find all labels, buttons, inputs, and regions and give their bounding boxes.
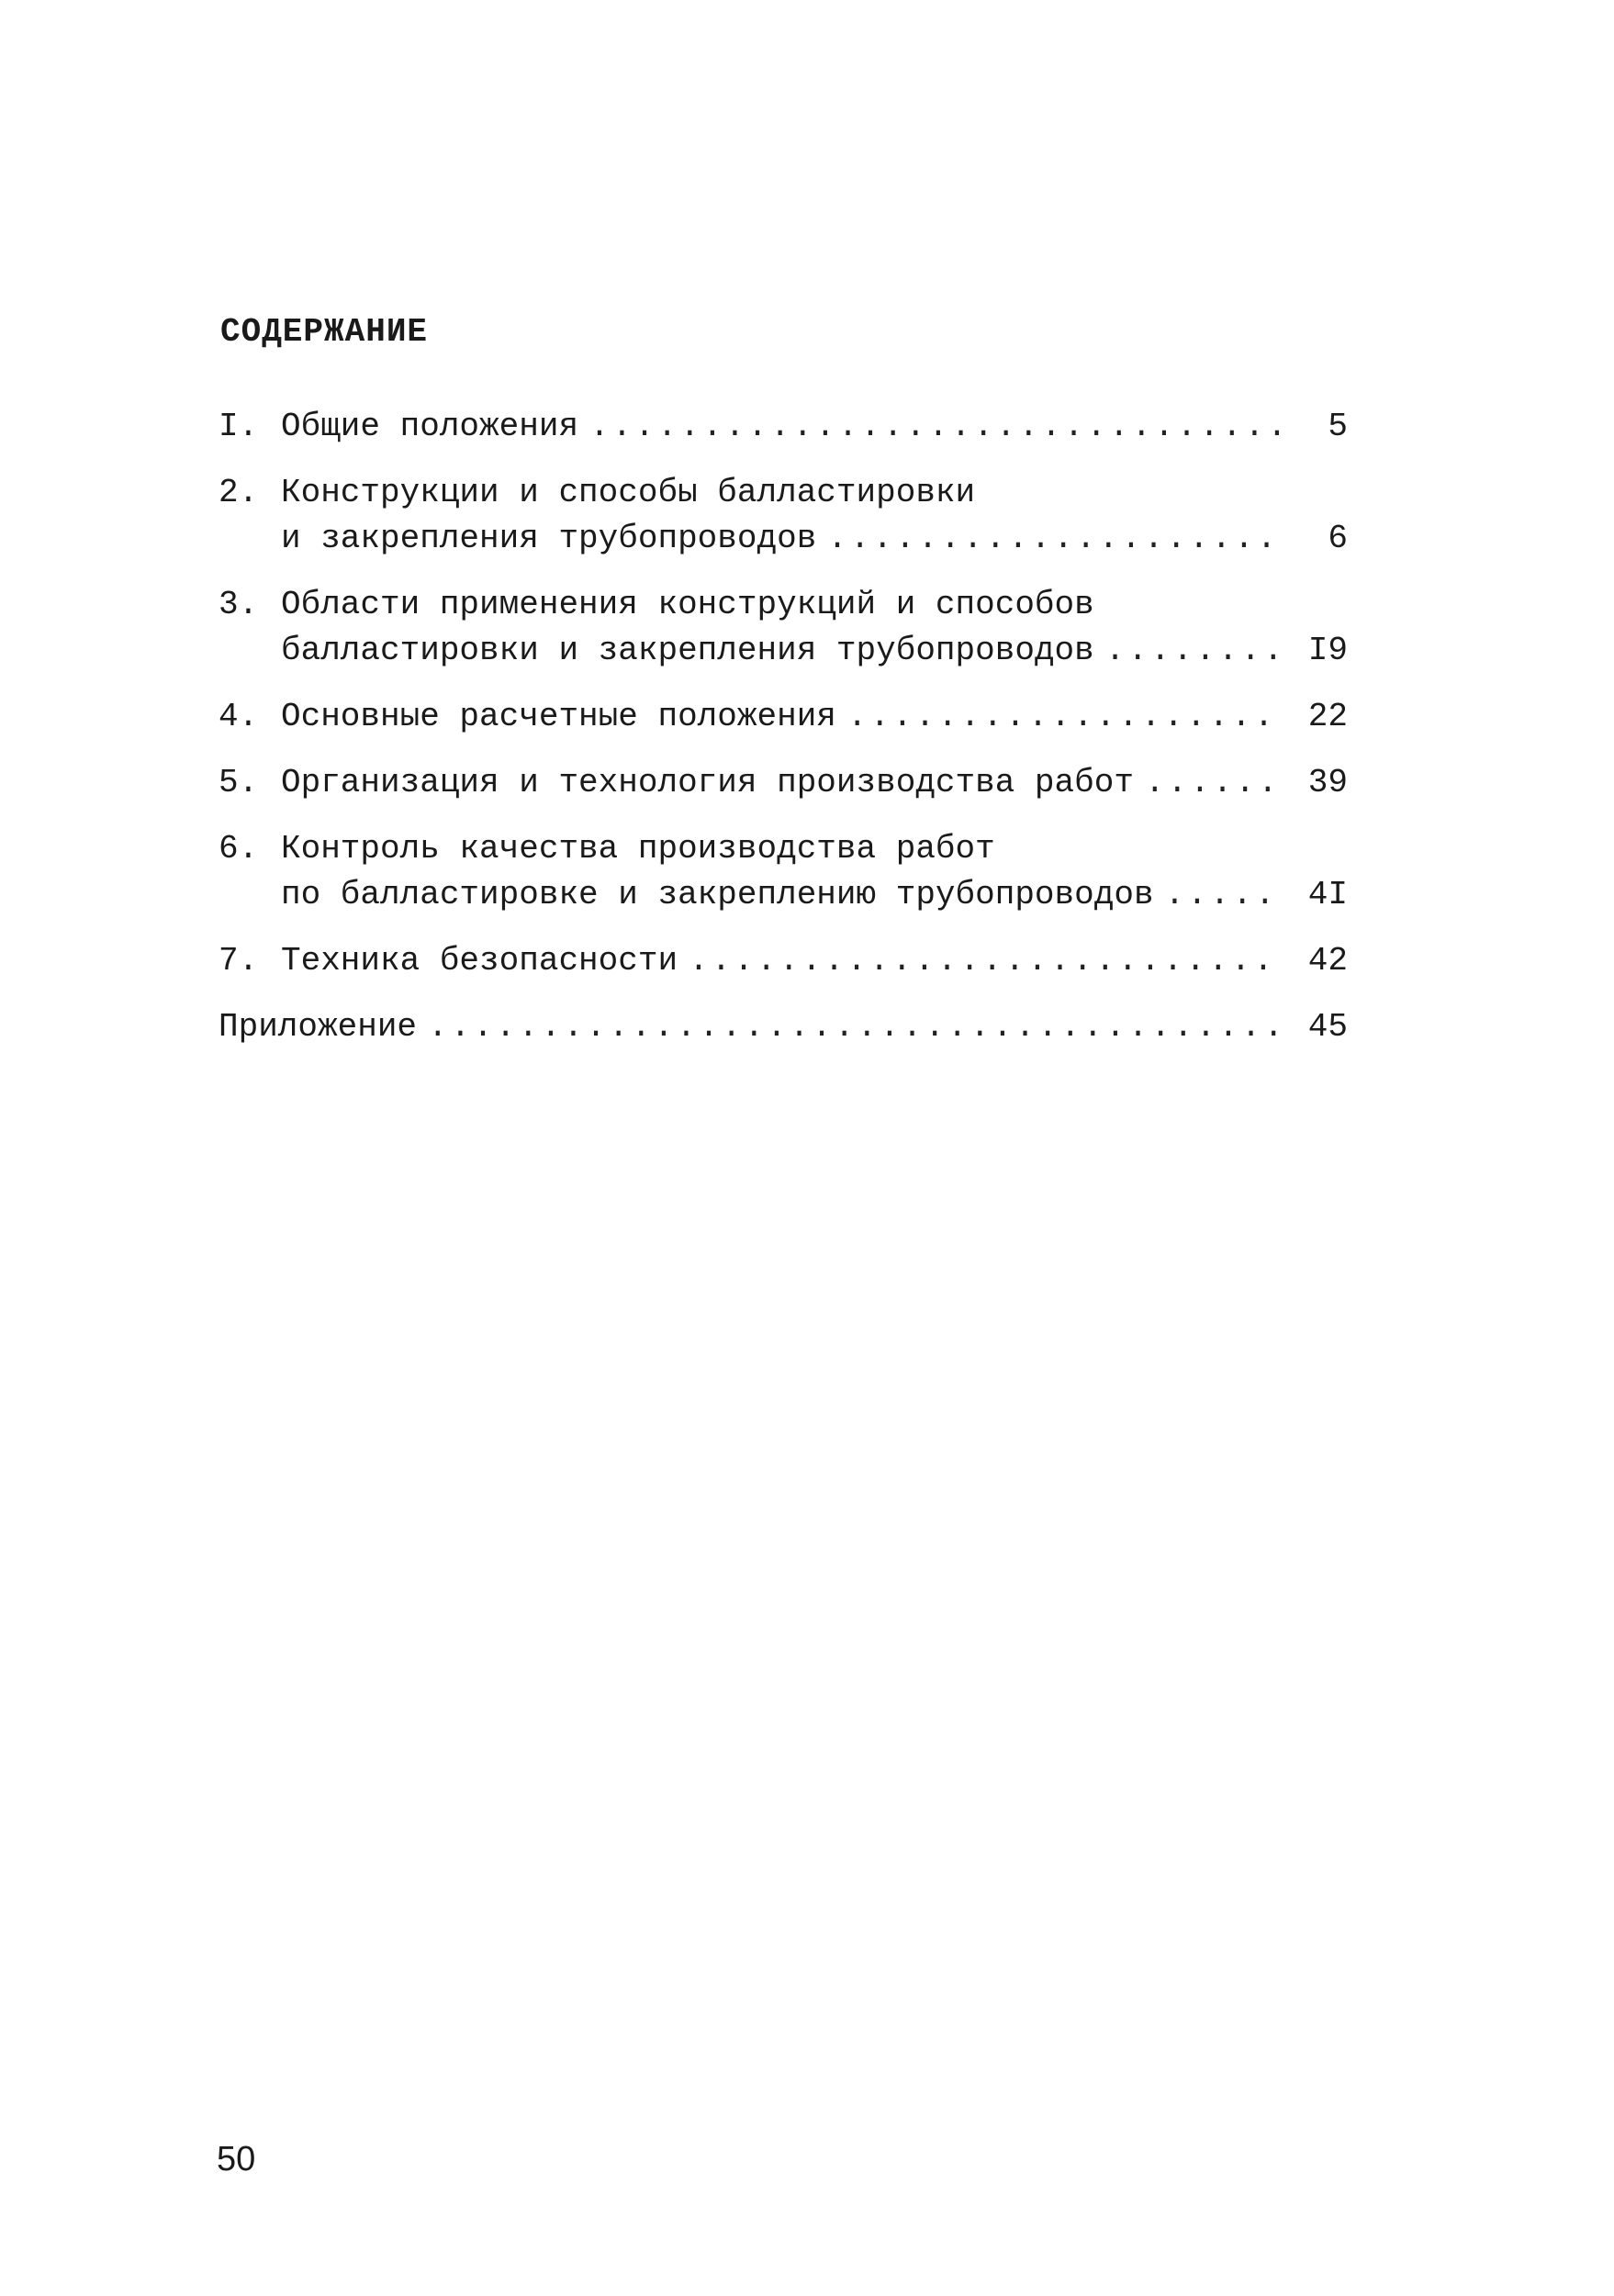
toc-entry-number: 3. (219, 586, 259, 623)
toc-entry-title: Основные расчетные положения (281, 698, 836, 735)
toc-entry-page: 42 (1307, 942, 1348, 980)
toc-heading: СОДЕРЖАНИЕ (220, 313, 429, 351)
toc-line (219, 470, 1348, 516)
toc-entry-page: I9 (1307, 632, 1348, 669)
toc-entry-3 (219, 582, 1348, 674)
toc-entry-7 (219, 938, 1348, 984)
toc-line (219, 404, 1348, 450)
toc-entry-title: Конструкции и способы балластировки (281, 474, 976, 511)
toc-entry-title: Организация и технология производства работ (281, 764, 1134, 801)
toc-line (219, 826, 1348, 872)
toc-entry-number: I. (219, 408, 259, 445)
dot-leader (1165, 872, 1280, 918)
toc-entry-title: Техника безопасности (281, 942, 678, 980)
toc-line (219, 582, 1348, 628)
toc-entry-number: 4. (219, 698, 259, 735)
page-number: 50 (217, 2140, 256, 2178)
toc-line (219, 516, 1348, 562)
dot-leader (1145, 760, 1280, 806)
toc-entry-title-continued: и закрепления трубопроводов (281, 520, 817, 557)
toc-entry-page: 22 (1307, 698, 1348, 735)
toc-line (219, 760, 1348, 806)
dot-leader (428, 1004, 1280, 1050)
toc-entry-title-continued: балластировки и закрепления трубопроводов (281, 632, 1094, 669)
toc-entry-page: 5 (1328, 408, 1348, 445)
toc-line (219, 628, 1348, 674)
toc-entry-title: Общие положения (281, 408, 579, 445)
toc-line (219, 1004, 1348, 1050)
dot-leader (589, 404, 1280, 450)
table-of-contents (219, 404, 1348, 1070)
toc-entry-title: Приложение (219, 1008, 418, 1046)
toc-line (219, 694, 1348, 740)
toc-entry-4 (219, 694, 1348, 740)
dot-leader (1105, 628, 1280, 674)
toc-entry-number: 5. (219, 764, 259, 801)
toc-entry-title: Области применения конструкций и способов (281, 586, 1094, 623)
toc-entry-page: 45 (1307, 1008, 1348, 1046)
toc-line (219, 938, 1348, 984)
toc-entry-1 (219, 404, 1348, 450)
toc-entry-6 (219, 826, 1348, 918)
toc-entry-number: 7. (219, 942, 259, 980)
dot-leader (827, 516, 1280, 562)
toc-entry-title-continued: по балластировке и закреплению трубопроводов (281, 876, 1154, 913)
toc-entry-title: Контроль качества производства работ (281, 830, 995, 868)
toc-entry-page: 39 (1307, 764, 1348, 801)
dot-leader (689, 938, 1280, 984)
toc-entry-5 (219, 760, 1348, 806)
toc-line (219, 872, 1348, 918)
toc-entry-appendix (219, 1004, 1348, 1050)
toc-entry-page: 6 (1328, 520, 1348, 557)
dot-leader (847, 694, 1280, 740)
toc-entry-number: 6. (219, 830, 259, 868)
toc-entry-number: 2. (219, 474, 259, 511)
toc-entry-2 (219, 470, 1348, 562)
toc-entry-page: 4I (1307, 876, 1348, 913)
